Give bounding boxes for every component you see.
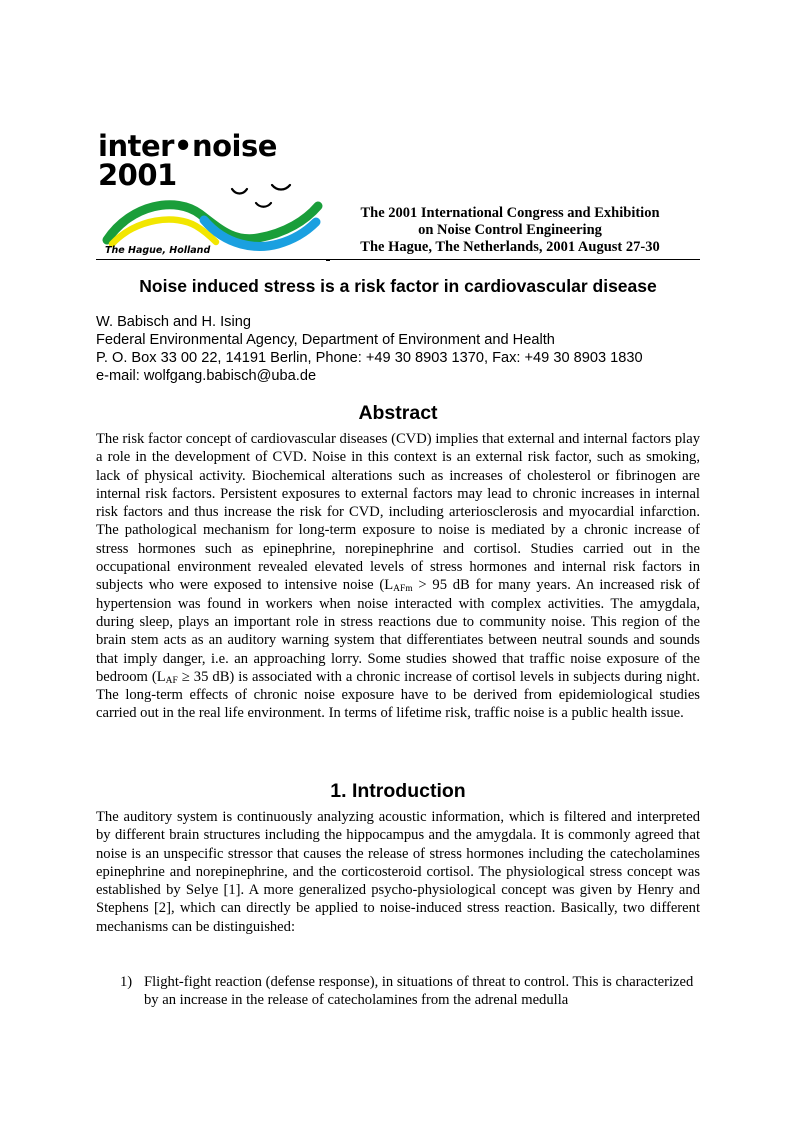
logo-title: inter•noise 2001 (98, 129, 277, 192)
header-rule-tick (326, 260, 330, 261)
list-item-number: 1) (120, 974, 133, 990)
mechanism-list (96, 973, 700, 1010)
subscript-af: AF (165, 675, 178, 686)
logo-smile-mark (256, 203, 271, 207)
congress-line-1: The 2001 International Congress and Exhibition (360, 205, 660, 221)
affiliation: Federal Environmental Agency, Department of Environment and Health (96, 332, 555, 348)
introduction-heading: 1. Introduction (330, 780, 466, 802)
author-block (96, 313, 711, 385)
authors: W. Babisch and H. Ising (96, 314, 251, 330)
congress-line-2: on Noise Control Engineering (418, 222, 602, 238)
congress-info (330, 205, 690, 256)
abstract-text-1: The risk factor concept of cardiovascular diseases (CVD) implies that external and internal factors play a role in the development of CVD. Noise in this context is an external risk factor, such as smoking, lack of physical activity. Biochemical alterations such as increases of cholesterol or fibrinogen are internal risk factors. Persistent exposures to external factors may lead to chronic increases in internal risk factors and thus increase the risk for CVD, including arteriosclerosis and myocardial infarction. The pathological mechanism for long-term exposure to noise is mediated by a chronic increase of stress hormones such as epinephrine, norepinephrine and cortisol. Studies carried out in the occupational environment revealed elevated levels of stress hormones and internal risk factors in subjects who were exposed to intensive noise (L (96, 431, 700, 594)
logo-smile-mark (232, 189, 247, 194)
conference-logo (96, 128, 326, 260)
introduction-paragraph: The auditory system is continuously analyzing acoustic information, which is filtered and interpreted by different brain structures including the hippocampus and the amygdala. It is commonly agreed that noise is an unspecific stressor that causes the release of stress hormones including the catecholamines epinephrine and norepinephrine, and the corticosteroid cortisol. The physiological stress concept was established by Selye [1]. A more generalized psycho-physiological concept was given by Henry and Stephens [2], which can directly be applied to noise-induced stress reaction. Basically, two different mechanisms can be distinguished: (96, 809, 700, 935)
logo-city: The Hague, Holland (105, 245, 211, 256)
address: P. O. Box 33 00 22, 14191 Berlin, Phone: +49 30 8903 1370, Fax: +49 30 8903 1830 (96, 350, 643, 366)
list-item (96, 973, 700, 1010)
subscript-afm: AFm (393, 584, 413, 595)
abstract-text-3: ≥ 35 dB) is associated with a chronic increase of cortisol levels in subjects during night. The long-term effects of chronic noise exposure have to be derived from epidemiological studies carried out in the real life environment. In terms of lifetime risk, traffic noise is a public health issue. (96, 668, 700, 722)
header-rule (96, 259, 700, 260)
logo-waves (96, 178, 326, 254)
abstract-paragraph (96, 430, 700, 723)
abstract-heading: Abstract (358, 402, 438, 424)
logo-smile-mark (272, 185, 290, 190)
email: e-mail: wolfgang.babisch@uba.de (96, 368, 317, 384)
list-item-text: Flight-fight reaction (defense response), in situations of threat to control. This is characterized by an increase in the release of catecholamines from the adrenal medulla (144, 974, 694, 1009)
abstract-text-2: > 95 dB for many years. An increased risk of hypertension was found in workers when noise interacted with complex activities. The amygdala, during sleep, plays an important role in stress reactions due to community noise. This region of the brain stem acts as an auditory warning system that differentiates between neutral sounds and sounds that imply danger, i.e. an approaching lorry. Some studies showed that traffic noise exposure of the bedroom (L (96, 577, 700, 685)
paper-title: Noise induced stress is a risk factor in cardiovascular disease (139, 276, 657, 296)
congress-line-3: The Hague, The Netherlands, 2001 August 27-30 (360, 239, 660, 255)
